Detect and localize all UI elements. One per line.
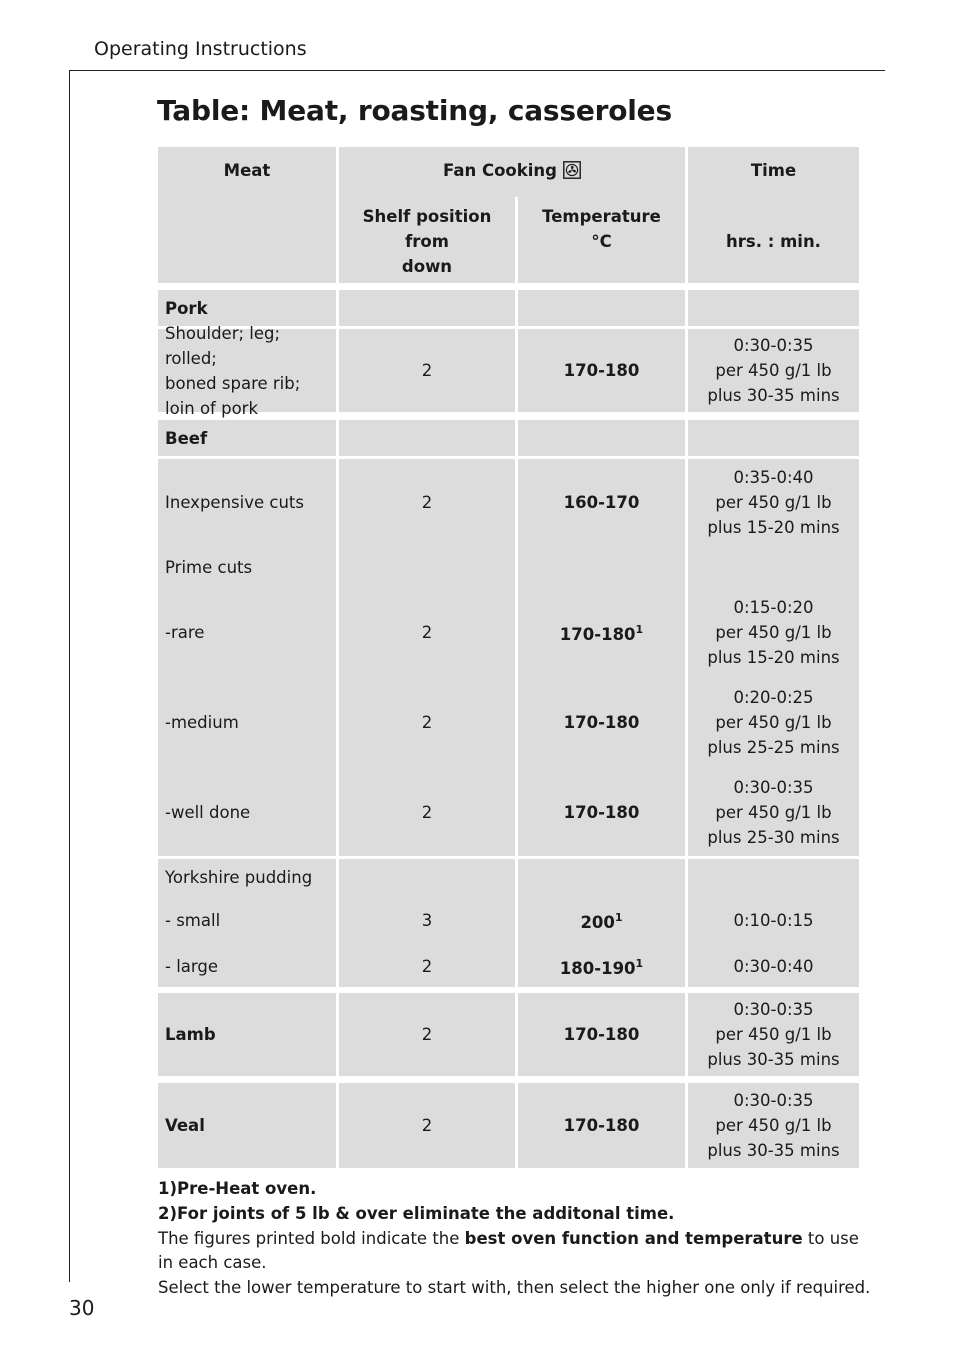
fan-icon	[563, 161, 581, 179]
veal-time-line2: per 450 g/1 lb	[715, 1116, 832, 1135]
veal-shelf: 2	[421, 1116, 433, 1135]
beef-well-done-meat: -well done	[165, 803, 251, 822]
footnote-2: 2)For joints of 5 lb & over eliminate the additonal time.	[158, 1203, 675, 1223]
beef-well-done-time-line1: 0:30-0:35	[733, 778, 814, 797]
page-title: Table: Meat, roasting, casseroles	[157, 94, 672, 127]
lamb-shelf: 2	[421, 1025, 433, 1044]
bold-explanation-pre: The figures printed bold indicate the	[158, 1228, 465, 1248]
header-time-unit: hrs. : min.	[726, 232, 821, 251]
pork-label-empty-shelf	[339, 290, 515, 326]
yorkshire-large-shelf: 2	[421, 957, 433, 976]
beef-label-empty-time	[688, 420, 859, 456]
margin-rule	[69, 70, 70, 1282]
veal-meat: Veal	[165, 1116, 205, 1135]
header-rule	[69, 70, 885, 71]
yorkshire-small-time: 0:10-0:15	[733, 911, 814, 930]
temperature-advice: Select the lower temperature to start with, then select the higher one only if required.	[158, 1278, 871, 1298]
header-temperature	[518, 197, 685, 283]
yorkshire-temp-column	[518, 859, 685, 987]
lamb-temp-cell	[518, 993, 685, 1076]
header-time	[688, 147, 859, 283]
lamb-time-line3: plus 30-35 mins	[707, 1050, 840, 1069]
lamb-time-line1: 0:30-0:35	[733, 1000, 814, 1019]
yorkshire-large-time: 0:30-0:40	[733, 957, 814, 976]
pork-time-line2: per 450 g/1 lb	[715, 361, 832, 380]
beef-rare-shelf: 2	[421, 623, 433, 642]
header-time-label: Time	[750, 161, 797, 180]
yorkshire-shelf-column	[339, 859, 515, 987]
yorkshire-label: Yorkshire pudding	[165, 868, 313, 887]
bold-explanation	[158, 1227, 878, 1277]
yorkshire-large-meat: - large	[165, 957, 219, 976]
veal-shelf-cell	[339, 1083, 515, 1168]
lamb-meat: Lamb	[165, 1025, 216, 1044]
beef-label: Beef	[165, 428, 208, 448]
beef-inexpensive-meat: Inexpensive cuts	[165, 493, 304, 512]
header-meat-label: Meat	[223, 161, 271, 180]
beef-rare-time-line2: per 450 g/1 lb	[715, 623, 832, 642]
beef-meat-column	[158, 459, 336, 856]
beef-well-done-shelf: 2	[421, 803, 433, 822]
pork-time-cell	[688, 329, 859, 412]
beef-label-cell	[158, 420, 336, 456]
pork-time-line1: 0:30-0:35	[733, 336, 814, 355]
bold-explanation-emphasis: best oven function and temperature	[464, 1228, 803, 1248]
beef-shelf-column	[339, 459, 515, 856]
beef-medium-time-line2: per 450 g/1 lb	[715, 713, 832, 732]
pork-shelf-cell	[339, 329, 515, 412]
pork-shelf: 2	[421, 361, 433, 380]
table-notes	[158, 1177, 878, 1301]
beef-temp-column	[518, 459, 685, 856]
beef-well-done-temp: 170-180	[563, 803, 640, 822]
lamb-meat-cell	[158, 993, 336, 1076]
beef-inexpensive-time-line2: per 450 g/1 lb	[715, 493, 832, 512]
pork-label-empty-temp	[518, 290, 685, 326]
lamb-temp: 170-180	[563, 1025, 640, 1044]
pork-meat-line2: boned spare rib;	[165, 373, 301, 393]
yorkshire-meat-column	[158, 859, 336, 987]
veal-temp-cell	[518, 1083, 685, 1168]
beef-medium-time-line1: 0:20-0:25	[733, 688, 814, 707]
beef-rare-meat: -rare	[165, 623, 205, 642]
pork-meat-cell	[158, 323, 336, 418]
header-shelf	[339, 197, 515, 283]
beef-medium-meat: -medium	[165, 713, 239, 732]
lamb-shelf-cell	[339, 993, 515, 1076]
header-shelf-line2: down	[401, 257, 453, 276]
beef-inexpensive-temp: 160-170	[563, 493, 640, 512]
beef-rare-time-line1: 0:15-0:20	[733, 598, 814, 617]
yorkshire-small-footnote: 1	[614, 910, 623, 924]
header-fan-cooking-label: Fan Cooking	[443, 161, 557, 180]
beef-well-done-time-line3: plus 25-30 mins	[707, 828, 840, 847]
yorkshire-large-footnote: 1	[635, 956, 644, 970]
header-temperature-line2: °C	[591, 232, 612, 251]
beef-well-done-time-line2: per 450 g/1 lb	[715, 803, 832, 822]
pork-time-line3: plus 30-35 mins	[707, 386, 840, 405]
beef-inexpensive-time-line1: 0:35-0:40	[733, 468, 814, 487]
header-meat	[158, 147, 336, 283]
yorkshire-small-meat: - small	[165, 911, 221, 930]
yorkshire-large-temp: 180-190	[559, 959, 636, 978]
footnote-1: 1)Pre-Heat oven.	[158, 1179, 317, 1198]
pork-meat-line3: loin of pork	[165, 398, 259, 418]
beef-time-column	[688, 459, 859, 856]
yorkshire-time-column	[688, 859, 859, 987]
beef-medium-time-line3: plus 25-25 mins	[707, 738, 840, 757]
beef-rare-time-line3: plus 15-20 mins	[707, 648, 840, 667]
header-section-title: Operating Instructions	[94, 38, 307, 60]
veal-time-line1: 0:30-0:35	[733, 1091, 814, 1110]
pork-temp-cell	[518, 329, 685, 412]
header-temperature-line1: Temperature	[542, 207, 661, 226]
veal-meat-cell	[158, 1083, 336, 1168]
page-number: 30	[69, 1296, 95, 1320]
header-shelf-line1: Shelf position from	[362, 207, 492, 251]
beef-label-empty-shelf	[339, 420, 515, 456]
pork-label-empty-time	[688, 290, 859, 326]
veal-time-line3: plus 30-35 mins	[707, 1141, 840, 1160]
beef-medium-shelf: 2	[421, 713, 433, 732]
beef-prime-label: Prime cuts	[165, 558, 253, 577]
header-fan-cooking	[339, 147, 685, 197]
beef-rare-footnote: 1	[635, 622, 644, 636]
yorkshire-small-shelf: 3	[421, 911, 433, 930]
yorkshire-small-temp: 200	[580, 913, 615, 932]
pork-label: Pork	[165, 298, 208, 318]
lamb-time-cell	[688, 993, 859, 1076]
pork-meat-line1: Shoulder; leg; rolled;	[165, 323, 281, 368]
veal-time-cell	[688, 1083, 859, 1168]
bold-explanation-post: to use in each case.	[158, 1228, 859, 1273]
beef-inexpensive-time-line3: plus 15-20 mins	[707, 518, 840, 537]
beef-rare-temp: 170-180	[559, 625, 636, 644]
beef-label-empty-temp	[518, 420, 685, 456]
beef-inexpensive-shelf: 2	[421, 493, 433, 512]
pork-temp: 170-180	[563, 361, 640, 380]
lamb-time-line2: per 450 g/1 lb	[715, 1025, 832, 1044]
veal-temp: 170-180	[563, 1116, 640, 1135]
beef-medium-temp: 170-180	[563, 713, 640, 732]
